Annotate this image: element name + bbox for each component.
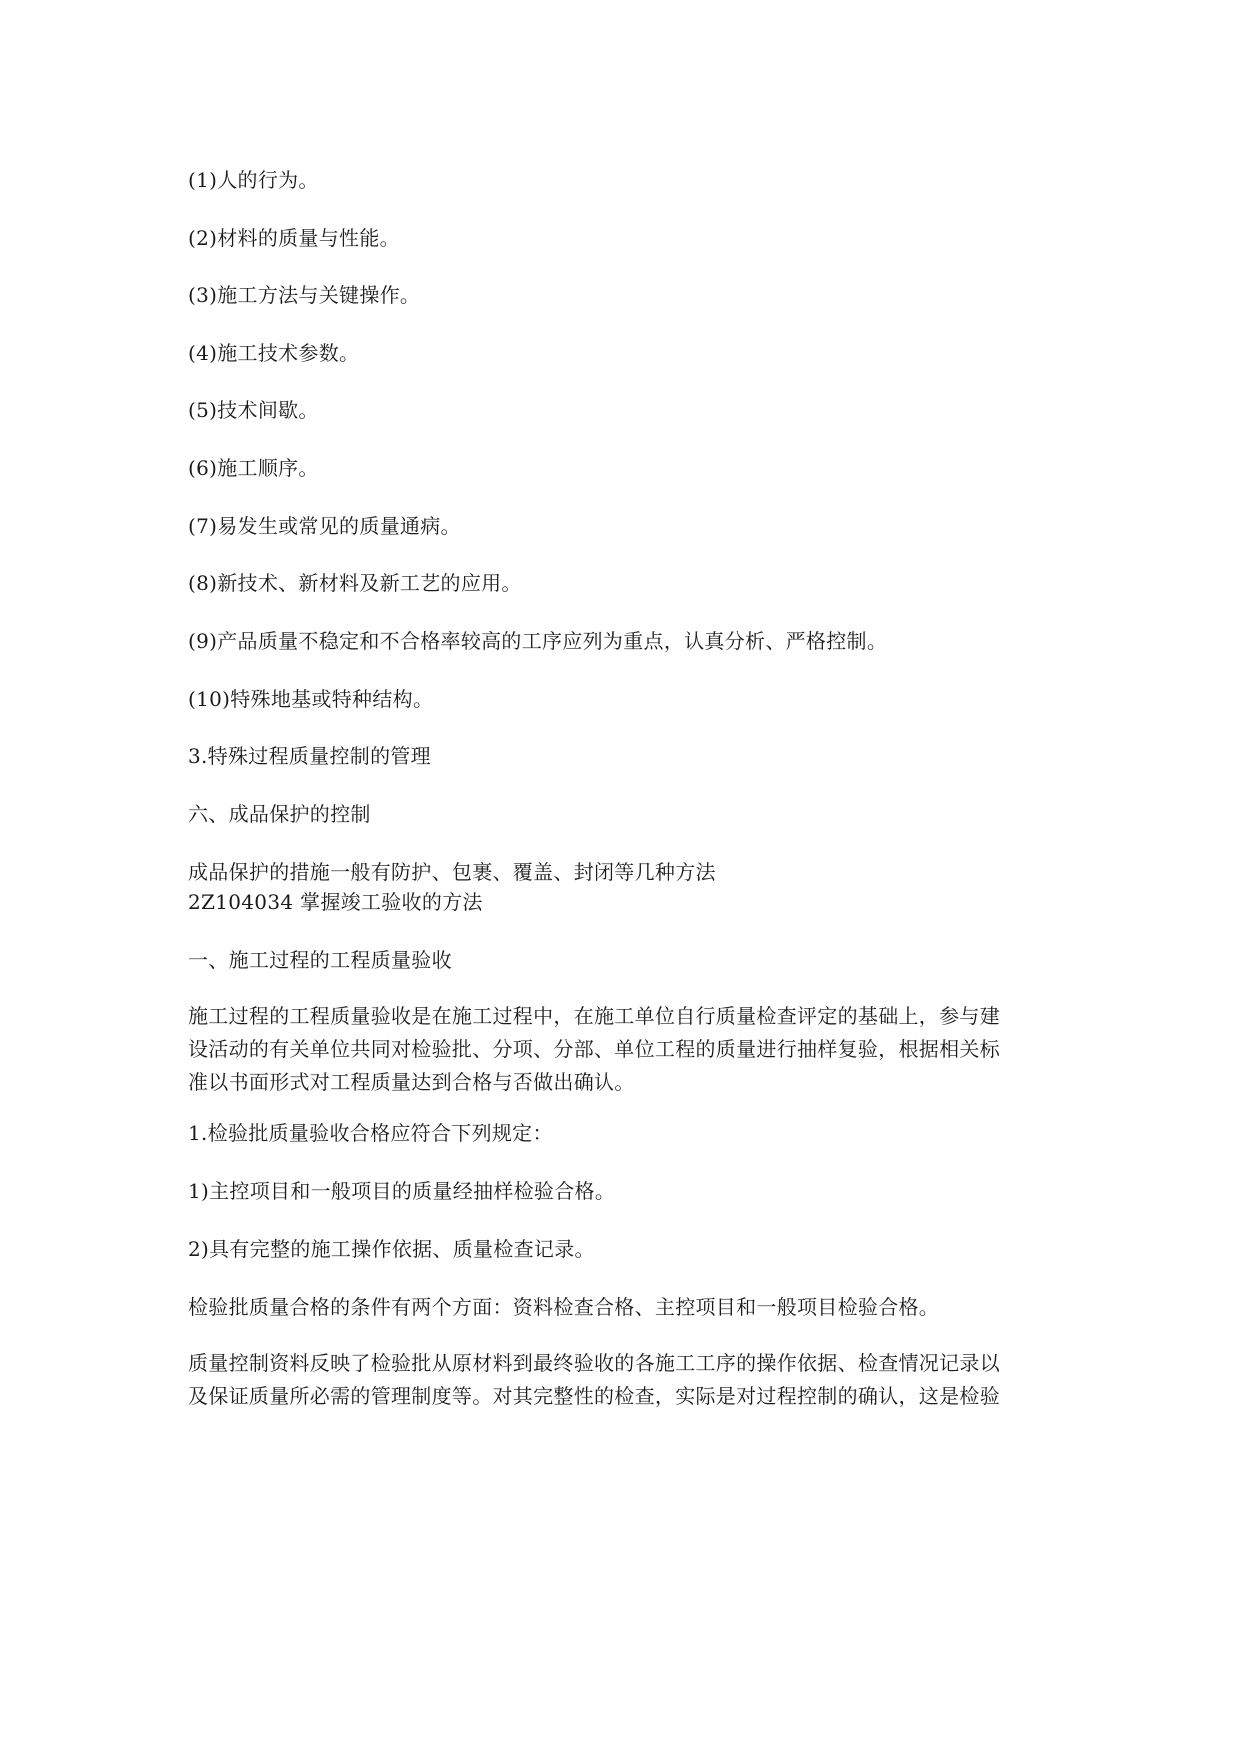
list-item-5: (5)技术间歇。 [188,398,319,422]
rule-item-1: 1)主控项目和一般项目的质量经抽样检验合格。 [188,1179,616,1203]
rule-item-2: 2)具有完整的施工操作依据、质量检查记录。 [188,1237,595,1261]
list-item-4: (4)施工技术参数。 [188,341,360,365]
list-item-1: (1)人的行为。 [188,168,319,192]
part-1-paragraph [188,1000,1058,1099]
list-item-10: (10)特殊地基或特种结构。 [188,687,434,711]
paragraph-line: 质量控制资料反映了检验批从原材料到最终验收的各施工工序的操作依据、检查情况记录以 [188,1351,1000,1375]
paragraph-line: 及保证质量所必需的管理制度等。对其完整性的检查，实际是对过程控制的确认，这是检验 [188,1384,1000,1408]
rule-1-heading: 1.检验批质量验收合格应符合下列规定： [188,1121,553,1145]
part-1-heading: 一、施工过程的工程质量验收 [188,948,452,972]
list-item-8: (8)新技术、新材料及新工艺的应用。 [188,571,522,595]
list-item-7: (7)易发生或常见的质量通病。 [188,514,461,538]
protection-text: 成品保护的措施一般有防护、包裹、覆盖、封闭等几种方法 [188,860,716,884]
condition-text: 检验批质量合格的条件有两个方面：资料检查合格、主控项目和一般项目检验合格。 [188,1295,940,1319]
list-item-3: (3)施工方法与关键操作。 [188,283,421,307]
section-6-heading: 六、成品保护的控制 [188,802,371,826]
list-item-6: (6)施工顺序。 [188,456,319,480]
paragraph-line: 准以书面形式对工程质量达到合格与否做出确认。 [188,1070,635,1094]
paragraph-line: 设活动的有关单位共同对检验批、分项、分部、单位工程的质量进行抽样复验，根据相关标 [188,1037,1000,1061]
chapter-heading: 2Z104034 掌握竣工验收的方法 [188,890,483,914]
final-paragraph [188,1347,1058,1413]
paragraph-line: 施工过程的工程质量验收是在施工过程中，在施工单位自行质量检查评定的基础上，参与建 [188,1004,1000,1028]
list-item-9: (9)产品质量不稳定和不合格率较高的工序应列为重点，认真分析、严格控制。 [188,629,888,653]
section-3-heading: 3.特殊过程质量控制的管理 [188,744,431,768]
list-item-2: (2)材料的质量与性能。 [188,226,400,250]
